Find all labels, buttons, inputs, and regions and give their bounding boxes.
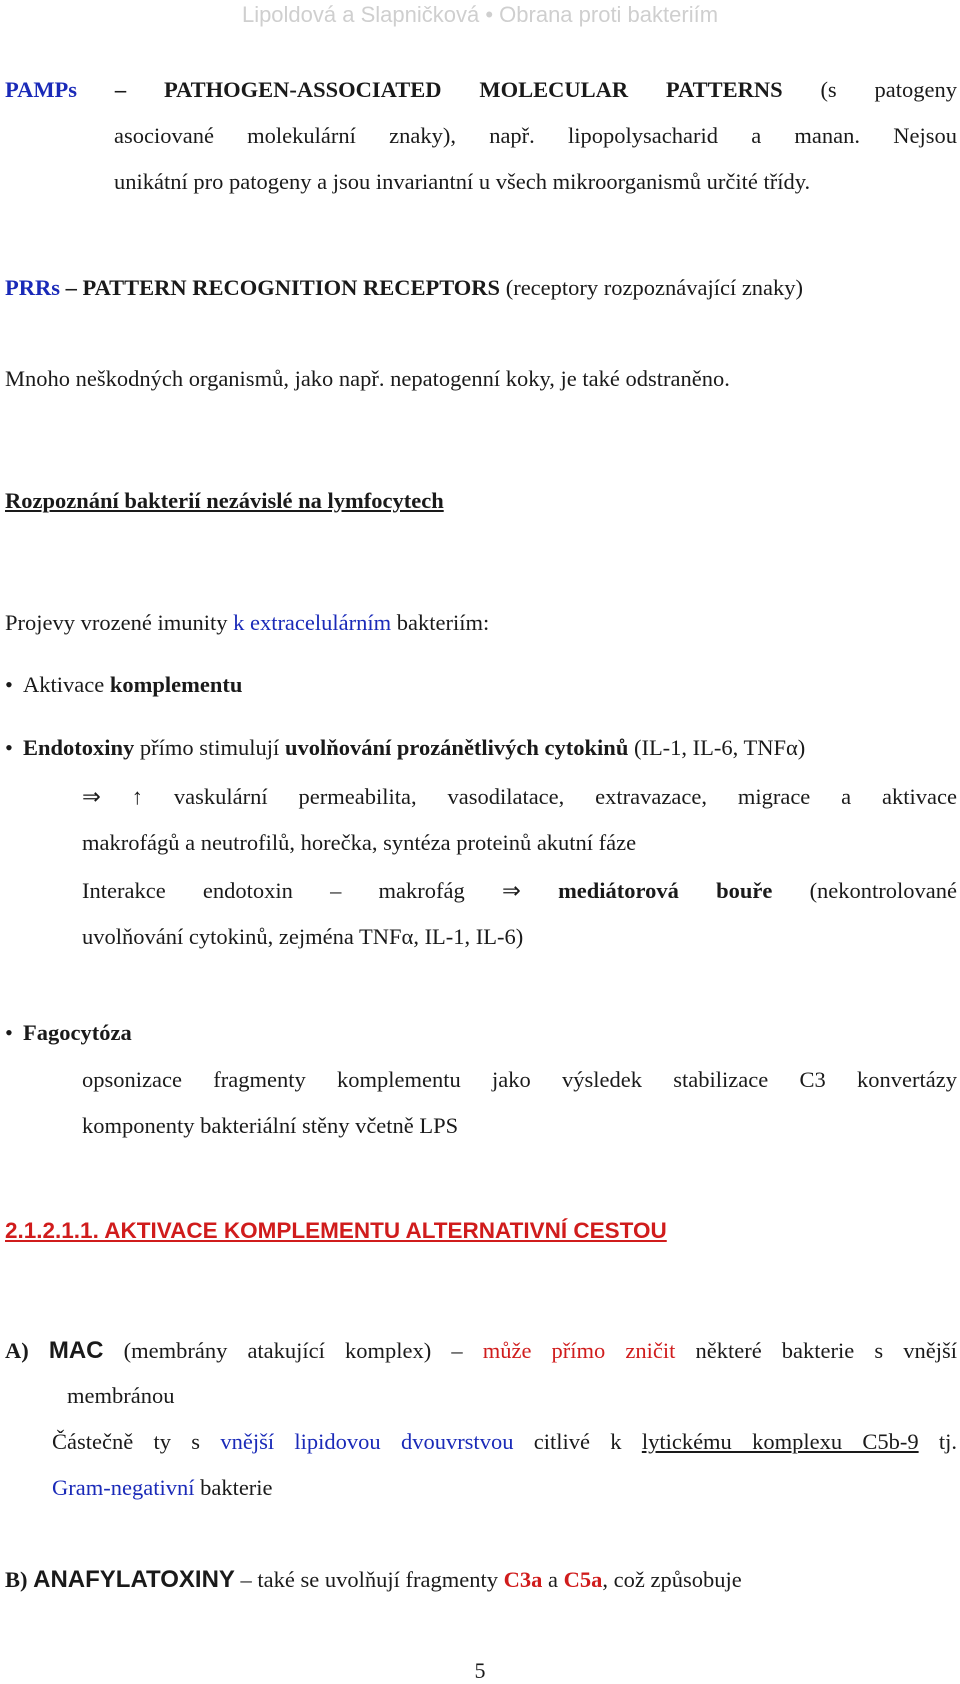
endotoxins-sub1-text: vaskulární permeabilita, vasodilatace, extravazace, migrace a aktivace	[173, 784, 957, 809]
mac-red: může přímo zničit	[482, 1338, 676, 1363]
endotoxins-sub-line-3	[82, 878, 957, 904]
endotoxins-term: Endotoxiny	[23, 735, 135, 760]
mac-l3-b: citlivé k	[533, 1429, 622, 1454]
endotoxins-plain-1: přímo stimulují	[134, 735, 285, 760]
bullet-dot: •	[5, 672, 13, 697]
mediator-storm: mediátorová bouře	[558, 878, 773, 903]
pamps-line-1	[5, 77, 957, 103]
heading-lymphocyte-independent: Rozpoznání bakterií nezávislé na lymfocytech	[5, 488, 444, 513]
uncontrolled-text: (nekontrolované	[809, 878, 958, 903]
pamps-line1-rest: (s patogeny	[820, 77, 957, 102]
mac-l3-underlined: lytickému komplexu C5b-9	[641, 1429, 919, 1454]
bullet-complement	[5, 672, 242, 698]
phagocytosis-line-2: komponenty bakteriální stěny včetně LPS	[82, 1113, 459, 1138]
c3a-fragment: C3a	[503, 1567, 543, 1592]
implies-arrow-icon: ⇒	[501, 878, 521, 903]
phagocytosis-term: Fagocytóza	[23, 1020, 132, 1045]
endotoxins-bold-2: uvolňování prozánětlivých cytokinů	[284, 735, 629, 760]
pamps-line-2: asociované molekulární znaky), např. lipopolysacharid a manan. Nejsou	[114, 123, 957, 148]
bullet-endotoxins	[5, 735, 805, 761]
pamps-dash: –	[114, 77, 127, 102]
bullet-complement-plain: Aktivace	[23, 672, 110, 697]
page-header: Lipoldová a Slapničková • Obrana proti bakteriím	[241, 2, 719, 27]
phagocytosis-line-1: opsonizace fragmenty komplementu jako výsledek stabilizace C3 konvertázy	[82, 1067, 957, 1092]
arrow-up-icon: ⇒ ↑	[82, 784, 143, 809]
harmless-organisms-text: Mnoho neškodných organismů, jako např. nepatogenní koky, je také odstraněno.	[5, 366, 730, 391]
bullet-dot: •	[5, 735, 13, 760]
innate-suffix: bakteriím:	[391, 610, 490, 635]
endotoxins-plain-2: (IL-1, IL-6, TNFα)	[628, 735, 806, 760]
anaf-text-1: – také se uvolňují fragmenty	[234, 1567, 504, 1592]
mac-label: A)	[5, 1338, 29, 1363]
bullet-dot: •	[5, 1020, 13, 1045]
prrs-term: PRRs	[5, 275, 60, 300]
mac-text-1: (membrány atakující komplex) –	[123, 1338, 463, 1363]
mac-l3-a: Částečně ty s	[52, 1429, 201, 1454]
bullet-phagocytosis	[5, 1020, 132, 1046]
mac-line-4	[52, 1475, 273, 1501]
pamps-line-3: unikátní pro patogeny a jsou invariantní u všech mikroorganismů určité třídy.	[114, 169, 811, 194]
pamps-title: PATHOGEN-ASSOCIATED MOLECULAR PATTERNS	[163, 77, 783, 102]
endotoxins-sub-line-4: uvolňování cytokinů, zejména TNFα, IL-1, IL-6)	[82, 924, 524, 949]
endotoxins-sub-line-1	[82, 784, 957, 810]
endotoxins-sub-line-2: makrofágů a neutrofilů, horečka, syntéza proteinů akutní fáze	[82, 830, 637, 855]
mac-l3-blue: vnější lipidovou dvouvrstvou	[220, 1429, 514, 1454]
mac-l3-c: tj.	[938, 1429, 958, 1454]
mac-text-2: některé bakterie s vnější	[695, 1338, 957, 1363]
anaf-label: B)	[5, 1567, 28, 1592]
mac-term: MAC	[48, 1337, 104, 1364]
innate-highlight: k extracelulárním	[233, 610, 392, 635]
anaf-term: ANAFYLATOXINY	[33, 1566, 235, 1593]
interaction-text: Interakce endotoxin – makrofág	[82, 878, 465, 903]
mac-line-3	[52, 1429, 957, 1455]
innate-immunity-intro	[5, 610, 489, 636]
section-heading-alternative-pathway: 2.1.2.1.1. AKTIVACE KOMPLEMENTU ALTERNATIVNÍ CESTOU	[5, 1218, 667, 1243]
mac-line-2: membránou	[67, 1383, 175, 1408]
gram-negative: Gram-negativní	[52, 1475, 195, 1500]
c5a-fragment: C5a	[563, 1567, 603, 1592]
anaphylatoxins-line	[5, 1566, 742, 1594]
mac-line-1	[5, 1337, 957, 1365]
pamps-term: PAMPs	[5, 77, 78, 102]
page-number: 5	[474, 1658, 486, 1683]
prrs-title: – PATTERN RECOGNITION RECEPTORS	[65, 275, 501, 300]
innate-prefix: Projevy vrozené imunity	[5, 610, 234, 635]
prrs-rest: (receptory rozpoznávající znaky)	[505, 275, 804, 300]
bullet-complement-bold: komplementu	[109, 672, 243, 697]
anaf-text-2: , což způsobuje	[602, 1567, 742, 1592]
mac-l4-rest: bakterie	[194, 1475, 273, 1500]
anaf-mid: a	[542, 1567, 564, 1592]
prrs-line	[5, 275, 803, 301]
